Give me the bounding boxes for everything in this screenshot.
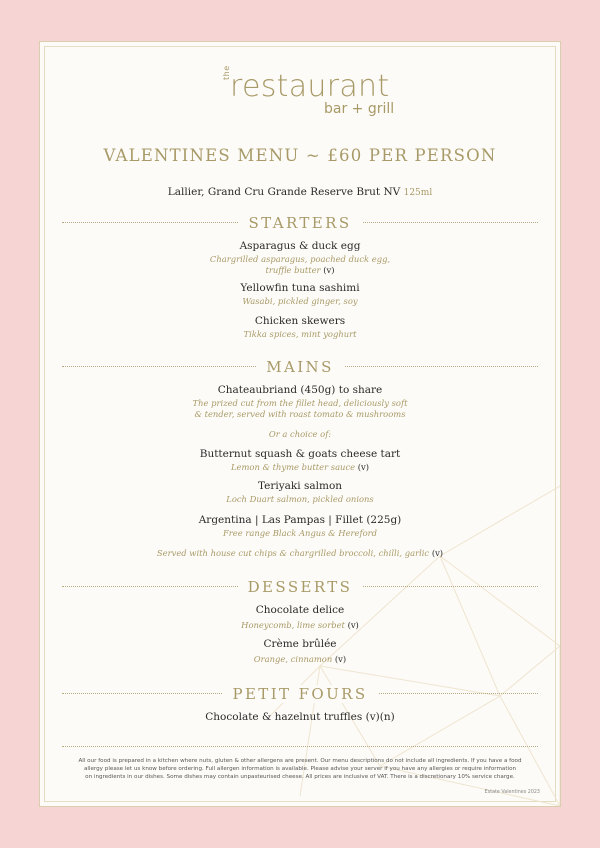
dish-tag: (v) xyxy=(357,462,370,472)
dish-name: Chocolate & hazelnut truffles (v)(n) xyxy=(205,711,395,723)
dish-name: Chocolate delice xyxy=(255,604,345,616)
logo-prefix: the xyxy=(222,65,231,80)
aperitif-name: Lallier, Grand Cru Grande Reserve Brut NV xyxy=(167,186,401,198)
dish-desc xyxy=(0,654,600,665)
dish-name: Argentina | Las Pampas | Fillet (225g) xyxy=(198,514,402,526)
section-title: STARTERS xyxy=(238,214,361,232)
dish-desc: Tikka spices, mint yoghurt xyxy=(243,329,357,339)
dish-name: Chicken skewers xyxy=(254,315,346,327)
section-title: PETIT FOURS xyxy=(222,685,377,703)
aperitif xyxy=(0,186,600,198)
dish-desc-part: Orange, cinnamon xyxy=(253,654,333,664)
dish-name: Asparagus & duck egg xyxy=(239,240,361,252)
served-with-text: Served with house cut chips & chargrilled broccoli, chilli, garlic xyxy=(156,548,430,558)
document-reference: Estate Valentines 2023 xyxy=(484,790,540,795)
section-title: MAINS xyxy=(256,358,344,376)
dish-desc-part: Lemon & thyme butter sauce xyxy=(230,462,356,472)
allergen-line: allergy please let us know before ordering. Full allergen information is available. Please advise your server if you have any allergies or require information xyxy=(83,766,517,772)
dish-desc: The prized cut from the fillet head, deliciously soft xyxy=(192,398,408,408)
logo-sub: bar + grill xyxy=(324,101,395,117)
dish-tag: (v) xyxy=(323,265,335,275)
dish-desc-part: Honeycomb, lime sorbet xyxy=(241,620,345,630)
dish-desc xyxy=(0,462,600,473)
dish-tag: (v) xyxy=(431,548,444,558)
logo-name: restaurant xyxy=(230,69,390,104)
dish-desc xyxy=(0,265,600,276)
dish-tag: (v) xyxy=(334,654,347,664)
section-petit-fours xyxy=(62,683,538,703)
dish-desc xyxy=(0,620,600,631)
aperitif-measure: 125ml xyxy=(403,188,433,198)
dish-desc: Free range Black Angus & Hereford xyxy=(222,528,377,538)
footer-divider xyxy=(62,746,538,747)
dish-name: Butternut squash & goats cheese tart xyxy=(199,448,401,460)
allergen-line: All our food is prepared in a kitchen where nuts, gluten & other allergens are present. Our menu descriptions do not include all ingredients. If you have a food xyxy=(78,758,522,764)
served-with-note xyxy=(0,548,600,559)
dish-desc: Wasabi, pickled ginger, soy xyxy=(242,296,358,306)
allergen-line: on ingredients in our dishes. Some dishes may contain unpasteurised cheese. All prices are inclusive of VAT. There is a discretionary 10% service charge. xyxy=(85,774,515,780)
choice-note: Or a choice of: xyxy=(268,429,332,439)
section-desserts xyxy=(62,576,538,596)
dish-desc: Chargrilled asparagus, poached duck egg, xyxy=(209,254,391,264)
allergen-notice xyxy=(62,757,538,781)
dish-name: Teriyaki salmon xyxy=(257,480,343,492)
section-title: DESSERTS xyxy=(238,578,363,596)
dish-tag: (v) xyxy=(347,620,359,630)
dish-name: Crème brûlée xyxy=(263,638,337,650)
dish-desc: & tender, served with roast tomato & mushrooms xyxy=(194,409,406,419)
dish-name: Chateaubriand (450g) to share xyxy=(217,384,383,396)
menu-title: VALENTINES MENU ~ £60 PER PERSON xyxy=(103,146,497,165)
dish-desc-part: truffle butter xyxy=(265,265,321,275)
dish-name: Yellowfin tuna sashimi xyxy=(240,282,360,294)
dish-desc: Loch Duart salmon, pickled onions xyxy=(226,494,374,504)
section-starters xyxy=(62,212,538,232)
section-mains xyxy=(62,356,538,376)
